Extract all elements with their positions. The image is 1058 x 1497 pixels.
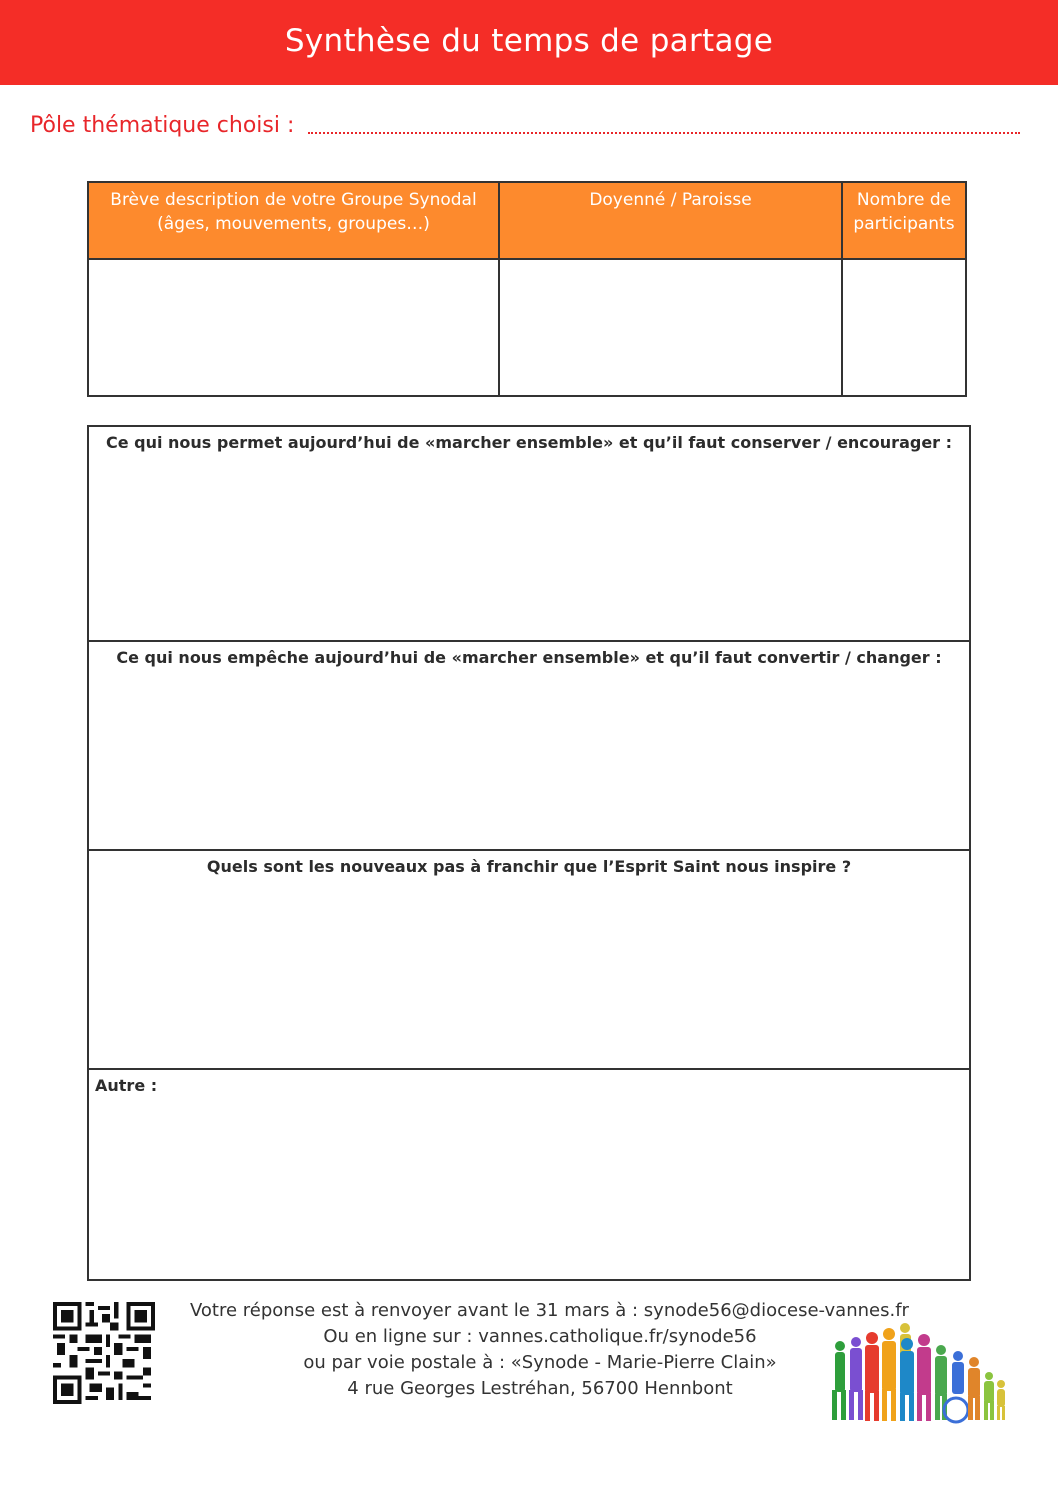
doyenne-cell[interactable] xyxy=(499,259,842,396)
theme-label: Pôle thématique choisi : xyxy=(30,112,295,138)
description-cell[interactable] xyxy=(88,259,499,396)
question-box-other[interactable] xyxy=(87,1068,971,1281)
question-box-change[interactable] xyxy=(87,640,971,851)
question-box-encourage[interactable] xyxy=(87,425,971,642)
header-doyenne xyxy=(499,182,842,259)
question-encourage-title: Ce qui nous permet aujourd’hui de «marcher ensemble» et qu’il faut conserver / encourager : xyxy=(105,433,953,452)
footer-postal: ou par voie postale à : «Synode - Marie-Pierre Clain» xyxy=(303,1352,777,1373)
header-banner xyxy=(0,0,1058,85)
footer-online-link[interactable]: Ou en ligne sur : vannes.catholique.fr/synode56 xyxy=(323,1326,757,1347)
footer-deadline: Votre réponse est à renvoyer avant le 31 mars à : synode56@diocese-vannes.fr xyxy=(190,1300,909,1321)
page-title: Synthèse du temps de partage xyxy=(284,22,774,59)
question-change-title: Ce qui nous empêche aujourd’hui de «marcher ensemble» et qu’il faut convertir / changer : xyxy=(116,648,942,667)
question-box-new-steps[interactable] xyxy=(87,849,971,1070)
group-info-table xyxy=(87,181,967,397)
header-participants-line2: participants xyxy=(853,214,955,234)
footer-address: 4 rue Georges Lestréhan, 56700 Hennbont xyxy=(347,1378,733,1399)
theme-fill-line[interactable] xyxy=(308,118,1020,134)
theme-row xyxy=(30,108,1020,142)
header-description-line1: Brève description de votre Groupe Synodal xyxy=(110,190,477,210)
header-participants xyxy=(842,182,966,259)
footer-contact xyxy=(190,1298,909,1402)
header-doyenne-label: Doyenné / Paroisse xyxy=(589,190,752,210)
question-other-title: Autre : xyxy=(95,1076,158,1095)
question-new-steps-title: Quels sont les nouveaux pas à franchir que l’Esprit Saint nous inspire ? xyxy=(206,857,852,876)
participants-cell[interactable] xyxy=(842,259,966,396)
table-header-row xyxy=(88,182,966,259)
header-participants-line1: Nombre de xyxy=(856,190,952,210)
header-description xyxy=(88,182,499,259)
qr-code xyxy=(53,1302,155,1404)
people-icon xyxy=(832,1323,1005,1422)
table-row xyxy=(88,259,966,396)
header-description-line2: (âges, mouvements, groupes…) xyxy=(157,214,430,234)
people-illustration xyxy=(826,1322,1008,1426)
